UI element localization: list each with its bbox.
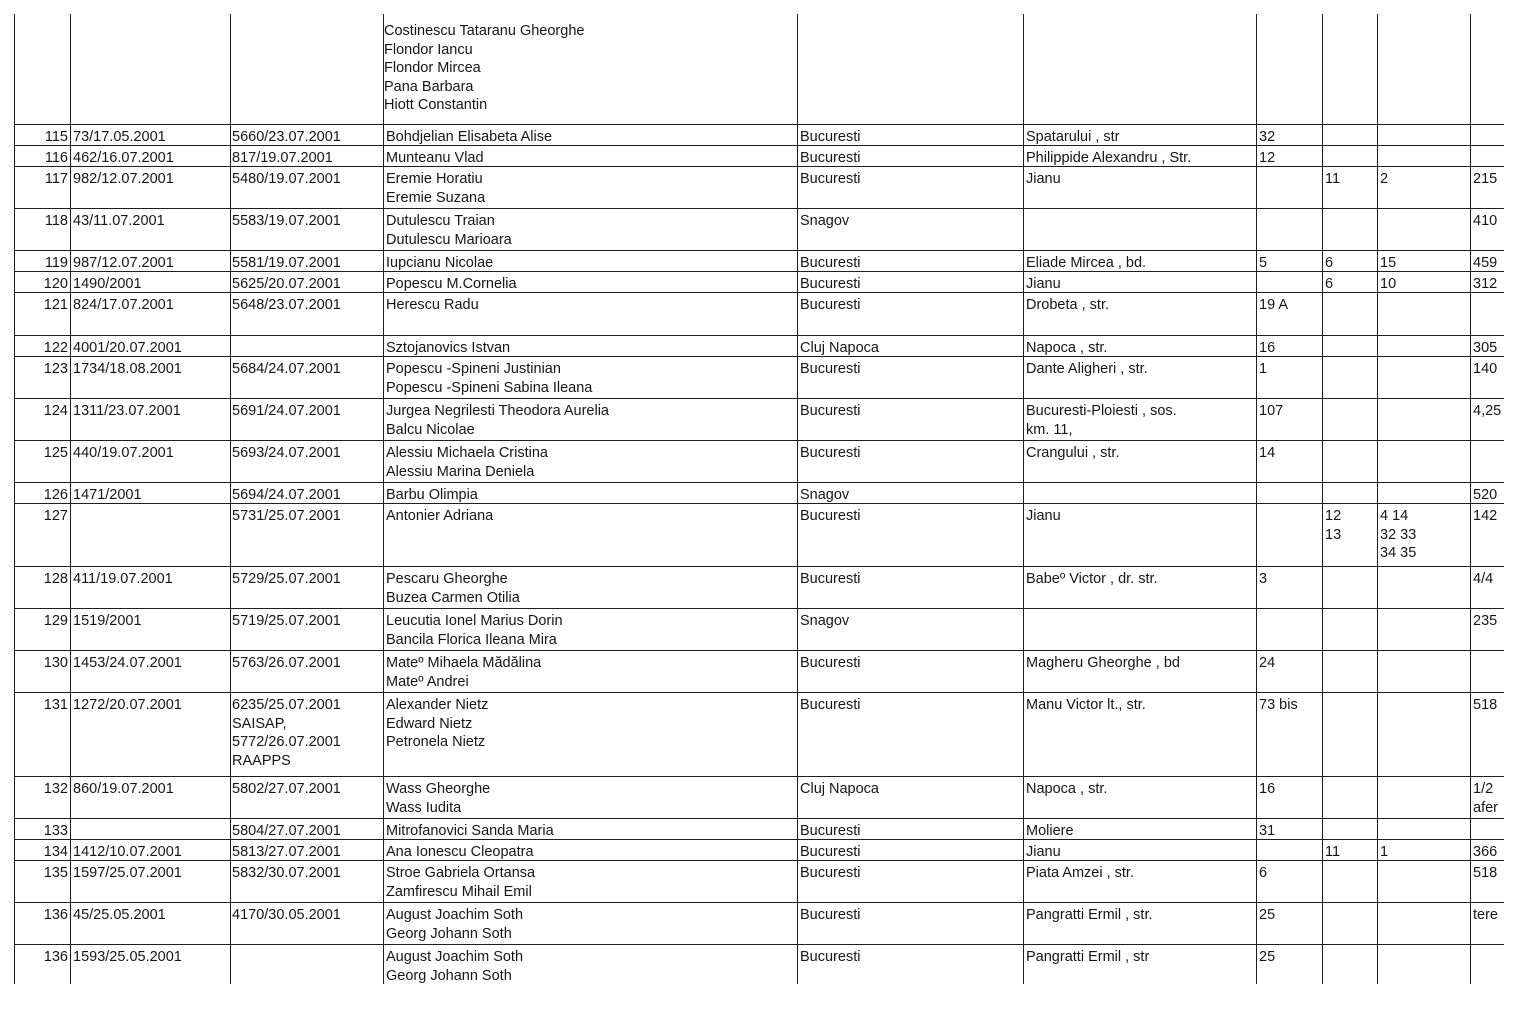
- cell-locality: Bucuresti: [800, 865, 861, 881]
- cell-c3: 518: [1473, 697, 1498, 713]
- cell-locality: Bucuresti: [800, 129, 861, 145]
- cell-nr: 19 A: [1259, 297, 1289, 313]
- cell-nr: 6: [1259, 865, 1268, 881]
- cell-names: Munteanu Vlad: [386, 150, 484, 166]
- cell-ref2: 5693/24.07.2001: [232, 445, 341, 461]
- cell-ref2: 6235/25.07.2001 SAISAP, 5772/26.07.2001 RAAPPS: [232, 697, 341, 769]
- row-number: 122: [43, 340, 68, 356]
- cell-c3: 312: [1473, 276, 1498, 292]
- cell-c3: 1/2 afer: [1473, 781, 1498, 816]
- cell-c3: 520: [1473, 487, 1498, 503]
- cell-names: August Joachim Soth Georg Johann Soth: [386, 907, 524, 942]
- cell-ref1: 73/17.05.2001: [73, 129, 166, 145]
- row-number: 121: [43, 297, 68, 313]
- cell-c3: 366: [1473, 844, 1498, 860]
- cell-c1: 11: [1325, 844, 1341, 860]
- row-number: 115: [44, 129, 68, 145]
- cell-nr: 5: [1259, 255, 1268, 271]
- row-number: 116: [44, 150, 68, 166]
- row-rule: [14, 776, 1504, 777]
- row-number: 134: [43, 844, 68, 860]
- cell-locality: Bucuresti: [800, 150, 861, 166]
- cell-c3: 215: [1473, 171, 1498, 187]
- cell-c2: 10: [1380, 276, 1397, 292]
- row-number: 118: [44, 213, 68, 229]
- cell-c2: 2: [1380, 171, 1389, 187]
- cell-ref1: 1471/2001: [73, 487, 142, 503]
- cell-ref1: 1453/24.07.2001: [73, 655, 182, 671]
- cell-names: Pescaru Gheorghe Buzea Carmen Otilia: [386, 571, 520, 606]
- cell-c3: 4/4: [1473, 571, 1494, 587]
- row-number: 131: [43, 697, 68, 713]
- cell-c3: 4,25: [1473, 403, 1502, 419]
- cell-locality: Snagov: [800, 487, 850, 503]
- cell-names: Herescu Radu: [386, 297, 479, 313]
- row-number: 125: [43, 445, 68, 461]
- cell-ref2: 5691/24.07.2001: [232, 403, 341, 419]
- cell-ref1: 411/19.07.2001: [73, 571, 173, 587]
- cell-locality: Bucuresti: [800, 907, 861, 923]
- cell-nr: 25: [1259, 949, 1276, 965]
- cell-locality: Bucuresti: [800, 297, 861, 313]
- cell-ref1: 43/11.07.2001: [73, 213, 165, 229]
- cell-nr: 12: [1259, 150, 1276, 166]
- cell-names: Sztojanovics Istvan: [386, 340, 511, 356]
- cell-ref2: 817/19.07.2001: [232, 150, 333, 166]
- cell-locality: Bucuresti: [800, 949, 861, 965]
- cell-names: Popescu M.Cornelia: [386, 276, 517, 292]
- cell-c3: 305: [1473, 340, 1498, 356]
- cell-names: Mateº Mihaela Mădălina Mateº Andrei: [386, 655, 542, 690]
- cell-locality: Bucuresti: [800, 171, 861, 187]
- row-rule: [14, 482, 1504, 483]
- row-number: 133: [43, 823, 68, 839]
- row-number: 127: [43, 508, 68, 524]
- cell-ref1: 1734/18.08.2001: [73, 361, 182, 377]
- cell-names: Iupcianu Nicolae: [386, 255, 494, 271]
- cell-ref2: 5813/27.07.2001: [232, 844, 341, 860]
- cell-ref1: 440/19.07.2001: [73, 445, 174, 461]
- cell-ref2: 5660/23.07.2001: [232, 129, 341, 145]
- cell-ref2: 4170/30.05.2001: [232, 907, 341, 923]
- row-rule: [14, 566, 1504, 567]
- cell-c2: 15: [1380, 255, 1397, 271]
- cell-street: Crangului , str.: [1026, 445, 1120, 461]
- cell-locality: Bucuresti: [800, 403, 861, 419]
- cell-street: Jianu: [1026, 276, 1061, 292]
- cell-names: Wass Gheorghe Wass Iudita: [386, 781, 491, 816]
- row-rule: [14, 944, 1504, 945]
- row-rule: [14, 902, 1504, 903]
- cell-ref2: 5648/23.07.2001: [232, 297, 341, 313]
- cell-street: Jianu: [1026, 508, 1061, 524]
- cell-c3: 140: [1473, 361, 1498, 377]
- cell-names: Bohdjelian Elisabeta Alise: [386, 129, 553, 145]
- cell-nr: 16: [1259, 340, 1276, 356]
- cell-street: Pangratti Ermil , str.: [1026, 907, 1153, 923]
- cell-ref1: 1597/25.07.2001: [73, 865, 182, 881]
- row-number: 129: [43, 613, 68, 629]
- cell-c3: tere: [1473, 907, 1498, 923]
- cell-c1: 11: [1325, 171, 1341, 187]
- cell-locality: Bucuresti: [800, 445, 861, 461]
- cell-ref1: 1490/2001: [73, 276, 142, 292]
- cell-ref1: 1593/25.05.2001: [73, 949, 182, 965]
- cell-ref2: 5625/20.07.2001: [232, 276, 341, 292]
- row-rule: [14, 124, 1504, 125]
- row-number: 136: [43, 949, 68, 965]
- cell-locality: Bucuresti: [800, 697, 861, 713]
- cell-locality: Bucuresti: [800, 508, 861, 524]
- cell-names: Jurgea Negrilesti Theodora Aurelia Balcu Nicolae: [386, 403, 610, 438]
- cell-names: Alessiu Michaela Cristina Alessiu Marina Deniela: [386, 445, 548, 480]
- cell-street: Jianu: [1026, 844, 1061, 860]
- cell-street: Dante Aligheri , str.: [1026, 361, 1148, 377]
- row-rule: [14, 692, 1504, 693]
- row-number: 117: [44, 171, 68, 187]
- cell-locality: Bucuresti: [800, 571, 861, 587]
- row-number: 130: [43, 655, 68, 671]
- cell-names: Popescu -Spineni Justinian Popescu -Spineni Sabina Ileana: [386, 361, 593, 396]
- cell-ref2: 5581/19.07.2001: [232, 255, 341, 271]
- cell-ref2: 5832/30.07.2001: [232, 865, 341, 881]
- row-rule: [14, 608, 1504, 609]
- cell-c1: 12 13: [1325, 508, 1342, 543]
- row-number: 120: [43, 276, 68, 292]
- cell-ref2: 5694/24.07.2001: [232, 487, 341, 503]
- cell-nr: 73 bis: [1259, 697, 1298, 713]
- cell-street: Piata Amzei , str.: [1026, 865, 1134, 881]
- cell-locality: Cluj Napoca: [800, 781, 879, 797]
- cell-street: Manu Victor lt., str.: [1026, 697, 1146, 713]
- cell-c3: 518: [1473, 865, 1498, 881]
- row-number: 136: [43, 907, 68, 923]
- cell-locality: Bucuresti: [800, 823, 861, 839]
- cell-c3: 235: [1473, 613, 1498, 629]
- cell-c3: 459: [1473, 255, 1498, 271]
- cell-street: Eliade Mircea , bd.: [1026, 255, 1147, 271]
- cell-nr: 107: [1259, 403, 1284, 419]
- cell-ref2: 5763/26.07.2001: [232, 655, 341, 671]
- cell-ref2: 5802/27.07.2001: [232, 781, 341, 797]
- cell-nr: 1: [1259, 361, 1268, 377]
- cell-c3: 142: [1473, 508, 1498, 524]
- cell-names: Stroe Gabriela Ortansa Zamfirescu Mihail Emil: [386, 865, 536, 900]
- cell-ref1: 1311/23.07.2001: [73, 403, 181, 419]
- cell-names: Dutulescu Traian Dutulescu Marioara: [386, 213, 512, 248]
- cell-c2: 1: [1380, 844, 1389, 860]
- cell-locality: Cluj Napoca: [800, 340, 879, 356]
- row-rule: [14, 398, 1504, 399]
- cell-ref1: 45/25.05.2001: [73, 907, 166, 923]
- cell-names: Mitrofanovici Sanda Maria: [386, 823, 554, 839]
- cell-names: Eremie Horatiu Eremie Suzana: [386, 171, 486, 206]
- row-rule: [14, 440, 1504, 441]
- cell-locality: Bucuresti: [800, 361, 861, 377]
- row-number: 123: [43, 361, 68, 377]
- cell-ref1: 982/12.07.2001: [73, 171, 174, 187]
- cell-ref1: 987/12.07.2001: [73, 255, 174, 271]
- cell-ref2: 5684/24.07.2001: [232, 361, 341, 377]
- cell-street: Magheru Gheorghe , bd: [1026, 655, 1180, 671]
- cell-c1: 6: [1325, 276, 1334, 292]
- row-rule: [14, 335, 1504, 336]
- cell-ref1: 824/17.07.2001: [73, 297, 174, 313]
- row-rule: [14, 650, 1504, 651]
- cell-nr: 32: [1259, 129, 1276, 145]
- cell-locality: Bucuresti: [800, 276, 861, 292]
- cell-street: Babeº Victor , dr. str.: [1026, 571, 1158, 587]
- cell-names: Alexander Nietz Edward Nietz Petronela Nietz: [386, 697, 489, 750]
- cell-c2: 4 14 32 33 34 35: [1380, 508, 1417, 561]
- row-number: 124: [43, 403, 68, 419]
- cell-street: Drobeta , str.: [1026, 297, 1110, 313]
- cell-ref2: 5480/19.07.2001: [232, 171, 341, 187]
- cell-c1: 6: [1325, 255, 1334, 271]
- cell-nr: 3: [1259, 571, 1268, 587]
- cell-locality: Snagov: [800, 613, 850, 629]
- cell-nr: 14: [1259, 445, 1276, 461]
- cell-street: Napoca , str.: [1026, 340, 1108, 356]
- cell-nr: 25: [1259, 907, 1276, 923]
- cell-names: Barbu Olimpia: [386, 487, 478, 503]
- cell-ref2: 5804/27.07.2001: [232, 823, 341, 839]
- cell-nr: 24: [1259, 655, 1276, 671]
- cell-names: Antonier Adriana: [386, 508, 494, 524]
- row-rule: [14, 208, 1504, 209]
- cell-street: Spatarului , str: [1026, 129, 1120, 145]
- row-rule: [14, 356, 1504, 357]
- cell-ref2: 5729/25.07.2001: [232, 571, 341, 587]
- cell-ref1: 1412/10.07.2001: [73, 844, 182, 860]
- cell-street: Bucuresti-Ploiesti , sos. km. 11,: [1026, 403, 1177, 438]
- cell-ref2: 5583/19.07.2001: [232, 213, 341, 229]
- cell-street: Napoca , str.: [1026, 781, 1108, 797]
- cell-street: Jianu: [1026, 171, 1061, 187]
- cell-locality: Bucuresti: [800, 255, 861, 271]
- row-number: 126: [43, 487, 68, 503]
- row-number: 135: [43, 865, 68, 881]
- cell-names: Leucutia Ionel Marius Dorin Bancila Florica Ileana Mira: [386, 613, 563, 648]
- header-names-cell: Costinescu Tataranu Gheorghe Flondor Iancu Flondor Mircea Pana Barbara Hiott Constantin: [384, 23, 585, 113]
- row-number: 128: [43, 571, 68, 587]
- cell-nr: 16: [1259, 781, 1276, 797]
- cell-c3: 410: [1473, 213, 1498, 229]
- cell-names: Ana Ionescu Cleopatra: [386, 844, 534, 860]
- row-rule: [14, 250, 1504, 251]
- cell-locality: Snagov: [800, 213, 850, 229]
- cell-names: August Joachim Soth Georg Johann Soth: [386, 949, 524, 984]
- cell-ref1: 1272/20.07.2001: [73, 697, 182, 713]
- cell-locality: Bucuresti: [800, 655, 861, 671]
- cell-ref2: 5731/25.07.2001: [232, 508, 341, 524]
- cell-locality: Bucuresti: [800, 844, 861, 860]
- cell-ref2: 5719/25.07.2001: [232, 613, 341, 629]
- row-number: 119: [44, 255, 68, 271]
- cell-ref1: 860/19.07.2001: [73, 781, 174, 797]
- cell-street: Philippide Alexandru , Str.: [1026, 150, 1192, 166]
- cell-ref1: 4001/20.07.2001: [73, 340, 182, 356]
- row-rule: [14, 818, 1504, 819]
- cell-nr: 31: [1259, 823, 1276, 839]
- cell-ref1: 462/16.07.2001: [73, 150, 174, 166]
- cell-ref1: 1519/2001: [73, 613, 142, 629]
- row-number: 132: [43, 781, 68, 797]
- cell-street: Pangratti Ermil , str: [1026, 949, 1150, 965]
- cell-street: Moliere: [1026, 823, 1074, 839]
